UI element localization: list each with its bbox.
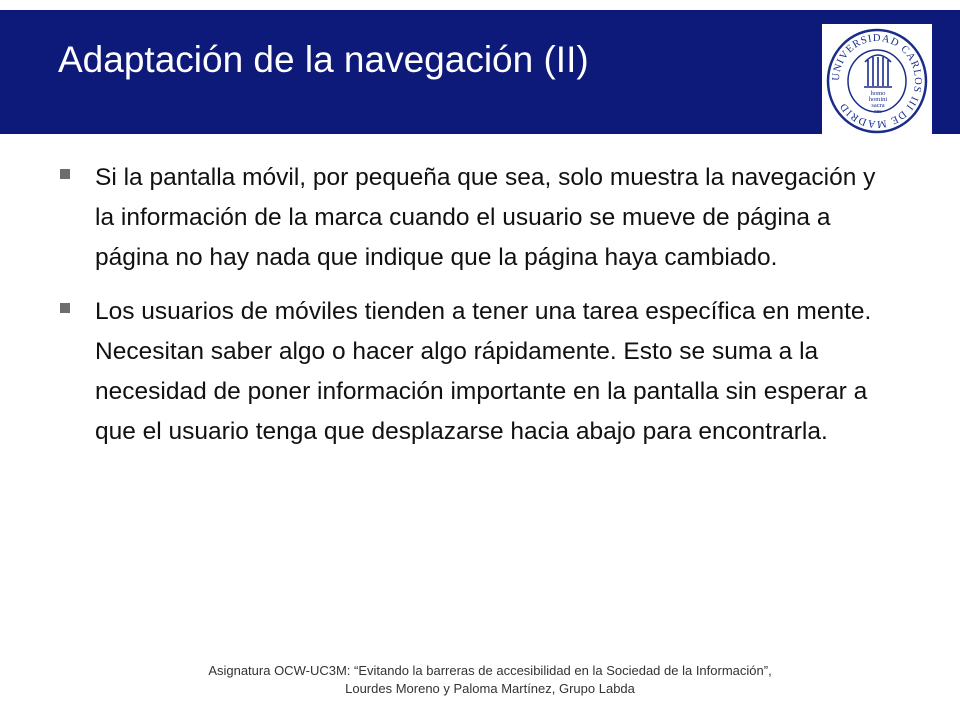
slide-footer bbox=[0, 662, 960, 698]
bullet-item bbox=[58, 158, 898, 278]
university-logo bbox=[822, 24, 932, 139]
square-bullet-icon bbox=[60, 303, 70, 313]
bullet-list bbox=[58, 158, 898, 466]
seal-motto-3: sacra bbox=[871, 102, 885, 109]
seal-motto-4: res bbox=[874, 108, 882, 115]
seal-motto-2: homini bbox=[868, 96, 888, 103]
bullet-text: Si la pantalla móvil, por pequeña que sea, solo muestra la navegación y la información de la marca cuando el usuario se mueve de página a página no hay nada que indique que la página haya cambiado. bbox=[95, 164, 876, 271]
header-band bbox=[0, 10, 960, 134]
footer-authors-line: Lourdes Moreno y Paloma Martínez, Grupo Labda bbox=[345, 681, 635, 696]
footer-course-line: Asignatura OCW-UC3M: “Evitando la barreras de accesibilidad en la Sociedad de la Información”, bbox=[208, 663, 772, 678]
seal-ring-text: UNIVERSIDAD CARLOS III DE MADRID bbox=[830, 32, 924, 130]
bullet-text: Los usuarios de móviles tienden a tener una tarea específica en mente. Necesitan saber algo o hacer algo rápidamente. Esto se suma a la necesidad de poner información importante en la pantalla sin esperar a que el usuario tenga que desplazarse hacia abajo para encontrarla. bbox=[95, 298, 872, 445]
university-seal-icon bbox=[822, 24, 932, 139]
slide-title: Adaptación de la navegación (II) bbox=[58, 39, 589, 80]
square-bullet-icon bbox=[60, 169, 70, 179]
bullet-item bbox=[58, 292, 898, 452]
seal-motto-1: homo bbox=[870, 90, 886, 97]
